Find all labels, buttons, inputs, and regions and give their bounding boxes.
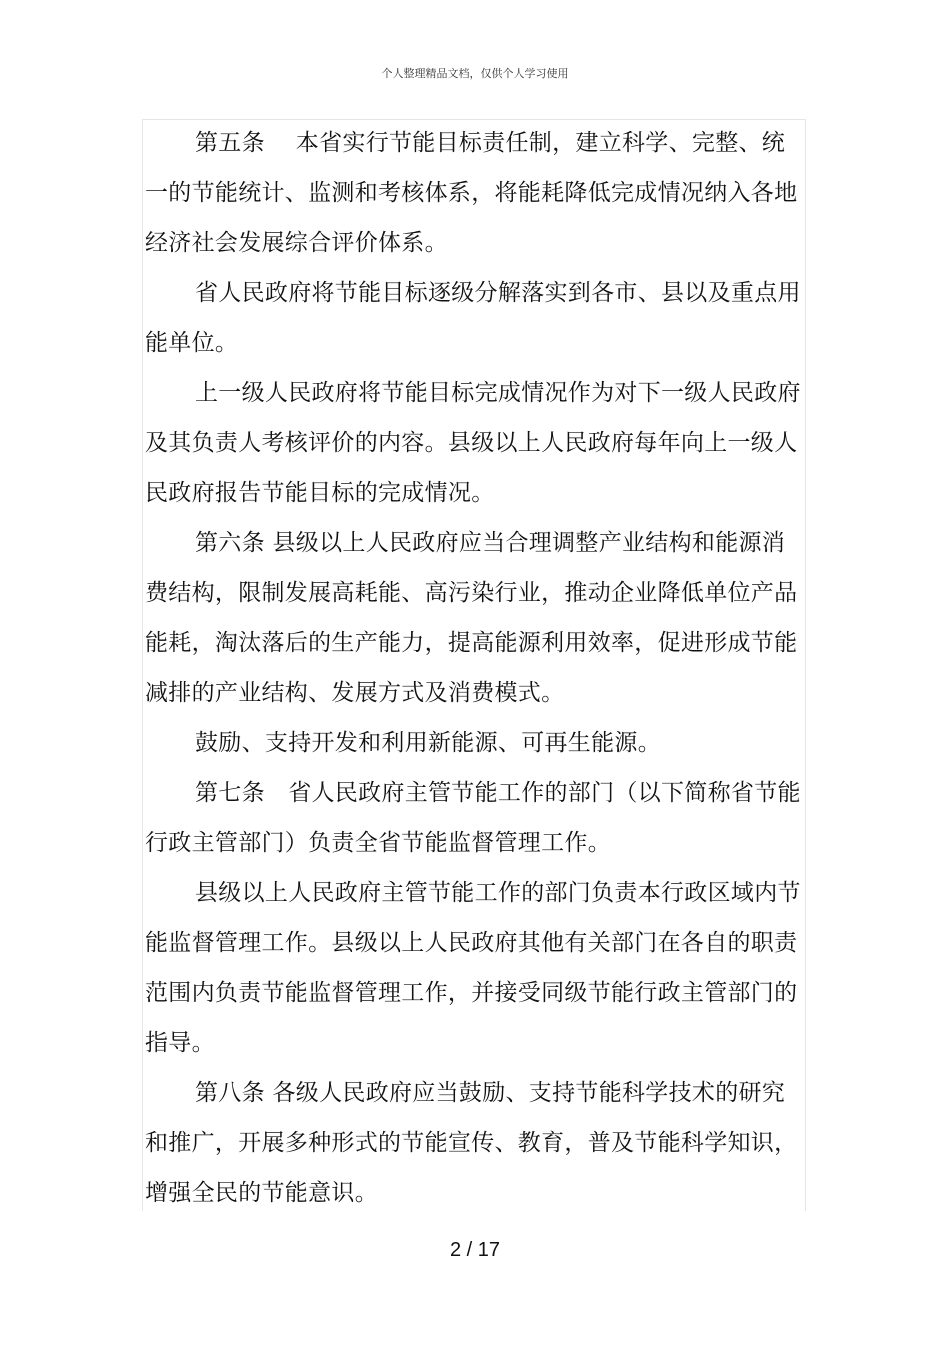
document-body: [145, 118, 805, 1218]
paragraph-article-5: 第五条 本省实行节能目标责任制，建立科学、完整、统一的节能统计、监测和考核体系，将能耗降低完成情况纳入各地经济社会发展综合评价体系。: [145, 130, 798, 256]
paragraph-article-6: 第六条 县级以上人民政府应当合理调整产业结构和能源消费结构，限制发展高耗能、高污染行业，推动企业降低单位产品能耗，淘汰落后的生产能力，提高能源利用效率，促进形成节能减排的产业结构、发展方式及消费模式。: [145, 530, 798, 706]
page-header-note: 个人整理精品文档，仅供个人学习使用: [381, 67, 569, 80]
paragraph-evaluation: 上一级人民政府将节能目标完成情况作为对下一级人民政府及其负责人考核评价的内容。县级以上人民政府每年向上一级人民政府报告节能目标的完成情况。: [145, 380, 801, 506]
paragraph-new-energy: 鼓励、支持开发和利用新能源、可再生能源。: [195, 730, 661, 756]
paragraph-county-supervision: 县级以上人民政府主管节能工作的部门负责本行政区域内节能监督管理工作。县级以上人民政府其他有关部门在各自的职责范围内负责节能监督管理工作，并接受同级节能行政主管部门的指导。: [145, 880, 801, 1056]
paragraph-target-allocation: 省人民政府将节能目标逐级分解落实到各市、县以及重点用能单位。: [145, 280, 801, 356]
paragraph-article-7: 第七条 省人民政府主管节能工作的部门（以下简称省节能行政主管部门）负责全省节能监督管理工作。: [145, 780, 801, 856]
paragraph-article-8: 第八条 各级人民政府应当鼓励、支持节能科学技术的研究和推广，开展多种形式的节能宣传、教育，普及节能科学知识，增强全民的节能意识。: [145, 1080, 798, 1206]
page-number: 2 / 17: [449, 1239, 501, 1261]
